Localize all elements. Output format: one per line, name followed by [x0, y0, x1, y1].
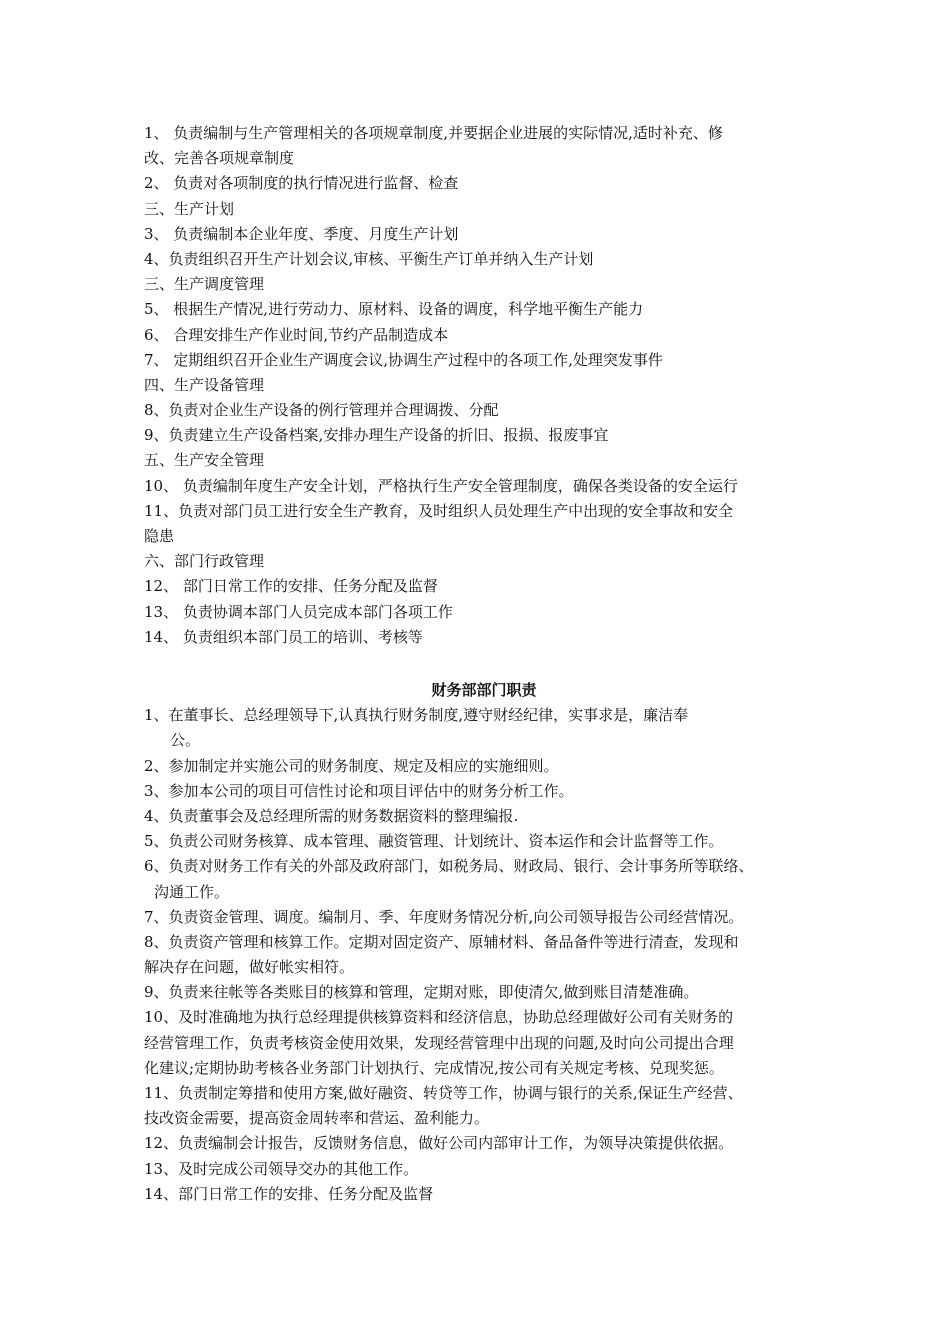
duty-line: 4、负责组织召开生产计划会议,审核、平衡生产订单并纳入生产计划 [144, 249, 594, 268]
duty-line: 7、负责资金管理、调度。编制月、季、年度财务情况分析,向公司领导报告公司经营情况。 [144, 907, 744, 926]
finance-section-title: 财务部部门职责 [431, 681, 537, 699]
duty-line: 1、在董事长、总经理领导下,认真执行财务制度,遵守财经纪律，实事求是，廉洁奉 [144, 706, 689, 725]
section-heading: 六、部门行政管理 [144, 552, 265, 571]
duty-line: 14、 负责组织本部门员工的培训、考核等 [144, 627, 423, 646]
duty-line: 1、 负责编制与生产管理相关的各项规章制度,并要据企业进展的实际情况,适时补充、修 [144, 124, 723, 142]
section-heading: 三、生产计划 [144, 199, 235, 218]
duty-line: 10、 负责编制年度生产安全计划，严格执行生产安全管理制度，确保各类设备的安全运行 [144, 476, 738, 495]
duty-line: 3、参加本公司的项目可信性讨论和项目评估中的财务分析工作。 [144, 781, 574, 800]
duty-line: 12、 部门日常工作的安排、任务分配及监督 [144, 577, 438, 596]
duty-line: 5、 根据生产情况,进行劳动力、原材料、设备的调度，科学地平衡生产能力 [144, 300, 644, 319]
duty-line: 公。 [170, 731, 201, 750]
duty-line: 7、 定期组织召开企业生产调度会议,协调生产过程中的各项工作,处理突发事件 [144, 350, 663, 369]
production-duties-section [144, 121, 824, 650]
duty-line: 化建议;定期协助考核各业务部门计划执行、完成情况,按公司有关规定考核、兑现奖惩。 [144, 1058, 724, 1077]
duty-line: 8、负责对企业生产设备的例行管理并合理调拨、分配 [144, 401, 499, 420]
duty-line: 2、 负责对各项制度的执行情况进行监督、检查 [144, 174, 459, 193]
duty-line: 改、完善各项规章制度 [144, 149, 295, 168]
duty-line: 5、负责公司财务核算、成本管理、融资管理、计划统计、资本运作和会计监督等工作。 [144, 832, 724, 851]
duty-line: 经营管理工作，负责考核资金使用效果，发现经营管理中出现的问题,及时向公司提出合理 [144, 1033, 734, 1052]
section-heading: 四、生产设备管理 [144, 375, 265, 394]
duty-line: 13、 负责协调本部门人员完成本部门各项工作 [144, 602, 453, 621]
duty-line: 13、及时完成公司领导交办的其他工作。 [144, 1159, 419, 1178]
duty-line: 3、 负责编制本企业年度、季度、月度生产计划 [144, 224, 459, 243]
duty-line: 2、参加制定并实施公司的财务制度、规定及相应的实施细则。 [144, 756, 559, 775]
duty-line: 隐患 [144, 527, 175, 545]
finance-duties-section [144, 678, 824, 1207]
duty-line: 10、及时准确地为执行总经理提供核算资料和经济信息，协助总经理做好公司有关财务的 [144, 1008, 734, 1027]
duty-line: 14、部门日常工作的安排、任务分配及监督 [144, 1184, 434, 1203]
duty-line: 9、负责建立生产设备档案,安排办理生产设备的折旧、报损、报废事宜 [144, 426, 609, 445]
duty-line: 11、负责对部门员工进行安全生产教育，及时组织人员处理生产中出现的安全事故和安全 [144, 501, 734, 520]
duty-line: 6、 合理安排生产作业时间,节约产品制造成本 [144, 325, 449, 344]
duty-line: 8、负责资产管理和核算工作。定期对固定资产、原辅材料、备品备件等进行清查，发现和 [144, 932, 739, 951]
duty-line: 9、负责来往帐等各类账目的核算和管理，定期对账，即使清欠,做到账目清楚准确。 [144, 983, 699, 1002]
duty-line: 4、负责董事会及总经理所需的财务数据资料的整理编报. [144, 806, 519, 825]
duty-line: 6、负责对财务工作有关的外部及政府部门，如税务局、财政局、银行、会计事务所等联络、 [144, 857, 754, 876]
duty-line: 11、负责制定筹措和使用方案,做好融资、转贷等工作，协调与银行的关系,保证生产经营、 [144, 1084, 743, 1103]
section-heading: 五、生产安全管理 [144, 451, 265, 470]
duty-line: 12、负责编制会计报告，反馈财务信息，做好公司内部审计工作，为领导决策提供依据。 [144, 1134, 734, 1153]
duty-line: 技改资金需要，提高资金周转率和营运、盈利能力。 [144, 1109, 490, 1128]
section-heading: 三、生产调度管理 [144, 275, 265, 294]
duty-line: 解决存在问题，做好帐实相符。 [144, 958, 355, 977]
duty-line: 沟通工作。 [154, 882, 230, 901]
